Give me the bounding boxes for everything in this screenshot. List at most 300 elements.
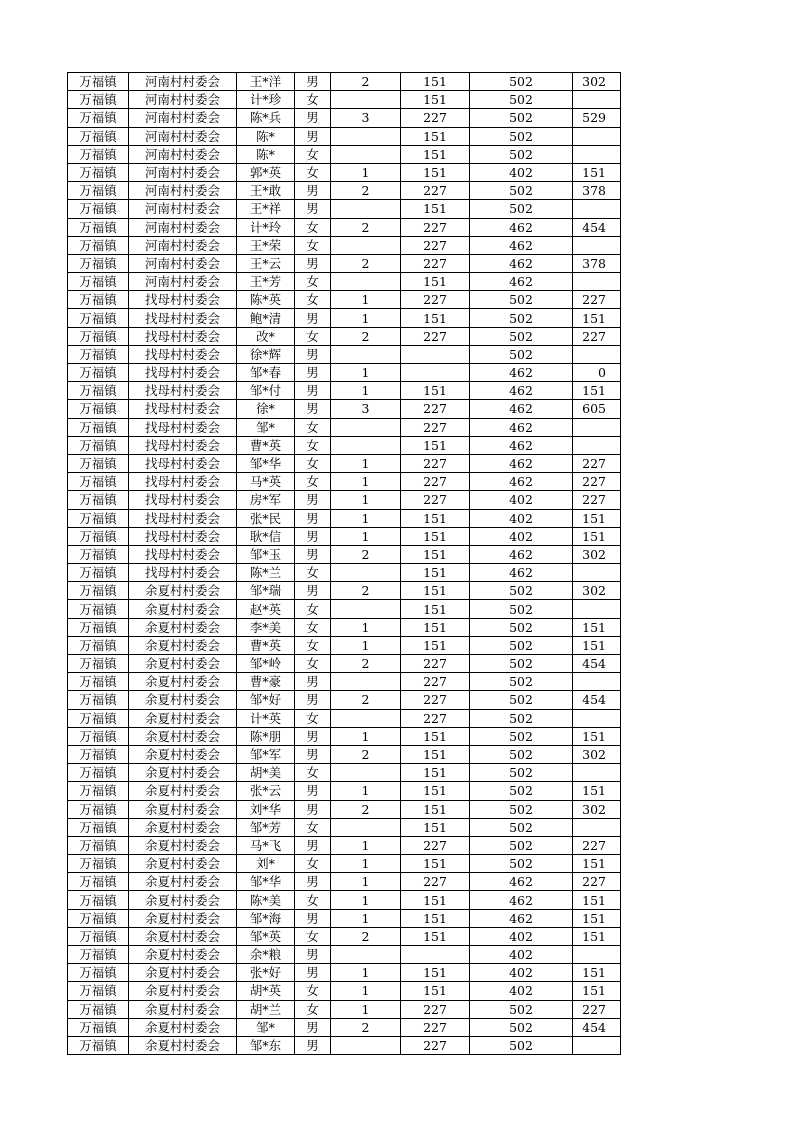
gender-cell: 男 — [295, 673, 331, 691]
gender-cell: 男 — [295, 909, 331, 927]
village-committee-cell: 余夏村村委会 — [129, 600, 237, 618]
gender-cell: 男 — [295, 109, 331, 127]
gender-cell: 男 — [295, 345, 331, 363]
amount-a-cell: 227 — [401, 1036, 470, 1054]
gender-cell: 女 — [295, 982, 331, 1000]
name-cell: 曹*英 — [237, 636, 295, 654]
count-cell: 1 — [331, 836, 401, 854]
gender-cell: 女 — [295, 891, 331, 909]
name-cell: 刘*华 — [237, 800, 295, 818]
total-cell: 302 — [573, 545, 621, 563]
village-committee-cell: 找母村村委会 — [129, 454, 237, 472]
amount-a-cell: 151 — [401, 163, 470, 181]
village-committee-cell: 找母村村委会 — [129, 345, 237, 363]
count-cell — [331, 709, 401, 727]
count-cell: 1 — [331, 509, 401, 527]
table-row — [68, 782, 621, 800]
town-cell: 万福镇 — [68, 727, 129, 745]
name-cell: 张*民 — [237, 509, 295, 527]
name-cell: 胡*兰 — [237, 1000, 295, 1018]
amount-b-cell: 502 — [470, 327, 573, 345]
name-cell: 陈*朋 — [237, 727, 295, 745]
count-cell: 1 — [331, 454, 401, 472]
name-cell: 鲍*清 — [237, 309, 295, 327]
count-cell — [331, 127, 401, 145]
town-cell: 万福镇 — [68, 964, 129, 982]
count-cell: 1 — [331, 636, 401, 654]
gender-cell: 女 — [295, 327, 331, 345]
town-cell: 万福镇 — [68, 818, 129, 836]
village-committee-cell: 余夏村村委会 — [129, 873, 237, 891]
amount-b-cell: 462 — [470, 400, 573, 418]
total-cell — [573, 345, 621, 363]
village-committee-cell: 找母村村委会 — [129, 309, 237, 327]
table-row — [68, 927, 621, 945]
amount-b-cell: 502 — [470, 582, 573, 600]
table-row — [68, 1000, 621, 1018]
gender-cell: 男 — [295, 782, 331, 800]
village-committee-cell: 余夏村村委会 — [129, 636, 237, 654]
total-cell — [573, 673, 621, 691]
total-cell: 151 — [573, 309, 621, 327]
total-cell — [573, 127, 621, 145]
name-cell: 张*好 — [237, 964, 295, 982]
amount-b-cell: 502 — [470, 145, 573, 163]
count-cell: 2 — [331, 800, 401, 818]
count-cell: 1 — [331, 163, 401, 181]
amount-a-cell: 151 — [401, 891, 470, 909]
count-cell — [331, 200, 401, 218]
gender-cell: 男 — [295, 527, 331, 545]
total-cell: 227 — [573, 454, 621, 472]
name-cell: 曹*英 — [237, 436, 295, 454]
gender-cell: 男 — [295, 73, 331, 91]
town-cell: 万福镇 — [68, 655, 129, 673]
total-cell: 302 — [573, 582, 621, 600]
name-cell: 陈* — [237, 145, 295, 163]
count-cell: 1 — [331, 527, 401, 545]
amount-a-cell: 227 — [401, 655, 470, 673]
name-cell: 邹* — [237, 1018, 295, 1036]
amount-a-cell: 151 — [401, 564, 470, 582]
count-cell — [331, 145, 401, 163]
name-cell: 邹*春 — [237, 364, 295, 382]
amount-a-cell: 227 — [401, 836, 470, 854]
village-committee-cell: 找母村村委会 — [129, 509, 237, 527]
village-committee-cell: 找母村村委会 — [129, 527, 237, 545]
count-cell: 1 — [331, 727, 401, 745]
count-cell: 2 — [331, 545, 401, 563]
amount-b-cell: 462 — [470, 418, 573, 436]
name-cell: 胡*英 — [237, 982, 295, 1000]
name-cell: 邹*东 — [237, 1036, 295, 1054]
name-cell: 改* — [237, 327, 295, 345]
village-committee-cell: 找母村村委会 — [129, 291, 237, 309]
total-cell — [573, 600, 621, 618]
gender-cell: 女 — [295, 218, 331, 236]
gender-cell: 女 — [295, 818, 331, 836]
name-cell: 王*洋 — [237, 73, 295, 91]
total-cell: 378 — [573, 182, 621, 200]
amount-b-cell: 462 — [470, 254, 573, 272]
village-committee-cell: 余夏村村委会 — [129, 764, 237, 782]
town-cell: 万福镇 — [68, 163, 129, 181]
table-row — [68, 618, 621, 636]
total-cell: 227 — [573, 491, 621, 509]
amount-b-cell: 502 — [470, 309, 573, 327]
gender-cell: 男 — [295, 691, 331, 709]
amount-a-cell: 151 — [401, 527, 470, 545]
town-cell: 万福镇 — [68, 673, 129, 691]
count-cell — [331, 564, 401, 582]
amount-b-cell: 502 — [470, 127, 573, 145]
count-cell — [331, 946, 401, 964]
amount-b-cell: 462 — [470, 382, 573, 400]
table-body — [68, 73, 621, 1055]
gender-cell: 男 — [295, 1036, 331, 1054]
total-cell: 151 — [573, 527, 621, 545]
town-cell: 万福镇 — [68, 855, 129, 873]
name-cell: 陈*美 — [237, 891, 295, 909]
village-committee-cell: 余夏村村委会 — [129, 982, 237, 1000]
table-row — [68, 418, 621, 436]
village-committee-cell: 河南村村委会 — [129, 145, 237, 163]
town-cell: 万福镇 — [68, 582, 129, 600]
gender-cell: 女 — [295, 709, 331, 727]
table-row — [68, 982, 621, 1000]
amount-b-cell: 402 — [470, 163, 573, 181]
count-cell — [331, 1036, 401, 1054]
village-committee-cell: 余夏村村委会 — [129, 691, 237, 709]
amount-a-cell: 151 — [401, 127, 470, 145]
table-row — [68, 273, 621, 291]
total-cell: 227 — [573, 327, 621, 345]
table-row — [68, 527, 621, 545]
gender-cell: 女 — [295, 273, 331, 291]
amount-b-cell: 502 — [470, 782, 573, 800]
amount-a-cell: 227 — [401, 418, 470, 436]
village-committee-cell: 河南村村委会 — [129, 236, 237, 254]
table-row — [68, 946, 621, 964]
count-cell: 1 — [331, 855, 401, 873]
count-cell: 2 — [331, 327, 401, 345]
name-cell: 徐* — [237, 400, 295, 418]
gender-cell: 女 — [295, 291, 331, 309]
table-row — [68, 182, 621, 200]
count-cell: 2 — [331, 655, 401, 673]
table-row — [68, 873, 621, 891]
name-cell: 郭*英 — [237, 163, 295, 181]
table-row — [68, 200, 621, 218]
table-row — [68, 800, 621, 818]
table-row — [68, 236, 621, 254]
village-committee-cell: 找母村村委会 — [129, 491, 237, 509]
table-row — [68, 309, 621, 327]
amount-a-cell: 227 — [401, 491, 470, 509]
table-row — [68, 473, 621, 491]
village-committee-cell: 找母村村委会 — [129, 436, 237, 454]
amount-b-cell: 502 — [470, 727, 573, 745]
town-cell: 万福镇 — [68, 891, 129, 909]
village-committee-cell: 余夏村村委会 — [129, 1018, 237, 1036]
table-row — [68, 582, 621, 600]
amount-b-cell: 502 — [470, 655, 573, 673]
table-row — [68, 818, 621, 836]
table-row — [68, 564, 621, 582]
village-committee-cell: 找母村村委会 — [129, 418, 237, 436]
table-row — [68, 1018, 621, 1036]
gender-cell: 女 — [295, 655, 331, 673]
gender-cell: 女 — [295, 855, 331, 873]
total-cell — [573, 564, 621, 582]
town-cell: 万福镇 — [68, 709, 129, 727]
table-row — [68, 636, 621, 654]
total-cell: 227 — [573, 291, 621, 309]
amount-a-cell: 227 — [401, 1000, 470, 1018]
gender-cell: 女 — [295, 145, 331, 163]
name-cell: 邹* — [237, 418, 295, 436]
table-row — [68, 964, 621, 982]
town-cell: 万福镇 — [68, 418, 129, 436]
gender-cell: 女 — [295, 91, 331, 109]
count-cell: 2 — [331, 254, 401, 272]
total-cell: 151 — [573, 891, 621, 909]
gender-cell: 男 — [295, 582, 331, 600]
amount-a-cell: 151 — [401, 200, 470, 218]
table-row — [68, 1036, 621, 1054]
table-row — [68, 127, 621, 145]
table-row — [68, 891, 621, 909]
amount-a-cell: 151 — [401, 818, 470, 836]
table-row — [68, 764, 621, 782]
count-cell: 1 — [331, 309, 401, 327]
amount-a-cell: 227 — [401, 673, 470, 691]
gender-cell: 女 — [295, 236, 331, 254]
total-cell: 529 — [573, 109, 621, 127]
amount-b-cell: 462 — [470, 364, 573, 382]
village-committee-cell: 余夏村村委会 — [129, 673, 237, 691]
village-committee-cell: 找母村村委会 — [129, 327, 237, 345]
amount-b-cell: 502 — [470, 1036, 573, 1054]
count-cell — [331, 91, 401, 109]
table-row — [68, 109, 621, 127]
amount-b-cell: 402 — [470, 927, 573, 945]
village-committee-cell: 余夏村村委会 — [129, 655, 237, 673]
amount-b-cell: 462 — [470, 873, 573, 891]
table-row — [68, 727, 621, 745]
count-cell — [331, 673, 401, 691]
gender-cell: 男 — [295, 400, 331, 418]
table-row — [68, 454, 621, 472]
amount-a-cell: 151 — [401, 636, 470, 654]
amount-a-cell: 151 — [401, 909, 470, 927]
amount-b-cell: 502 — [470, 1000, 573, 1018]
name-cell: 计*玲 — [237, 218, 295, 236]
table-row — [68, 291, 621, 309]
total-cell — [573, 709, 621, 727]
table-row — [68, 73, 621, 91]
amount-b-cell: 502 — [470, 345, 573, 363]
table-row — [68, 145, 621, 163]
count-cell — [331, 418, 401, 436]
amount-a-cell: 151 — [401, 982, 470, 1000]
count-cell: 1 — [331, 873, 401, 891]
total-cell: 151 — [573, 636, 621, 654]
gender-cell: 男 — [295, 491, 331, 509]
table-row — [68, 673, 621, 691]
amount-b-cell: 502 — [470, 600, 573, 618]
total-cell: 151 — [573, 382, 621, 400]
village-committee-cell: 余夏村村委会 — [129, 1036, 237, 1054]
count-cell — [331, 345, 401, 363]
amount-b-cell: 502 — [470, 745, 573, 763]
amount-a-cell — [401, 364, 470, 382]
name-cell: 房*军 — [237, 491, 295, 509]
amount-a-cell: 227 — [401, 236, 470, 254]
amount-b-cell: 502 — [470, 836, 573, 854]
amount-b-cell: 502 — [470, 618, 573, 636]
amount-b-cell: 502 — [470, 182, 573, 200]
town-cell: 万福镇 — [68, 127, 129, 145]
count-cell — [331, 764, 401, 782]
amount-a-cell: 227 — [401, 709, 470, 727]
town-cell: 万福镇 — [68, 73, 129, 91]
data-table — [67, 72, 621, 1055]
count-cell: 1 — [331, 382, 401, 400]
total-cell: 454 — [573, 1018, 621, 1036]
amount-b-cell: 402 — [470, 982, 573, 1000]
count-cell: 2 — [331, 73, 401, 91]
gender-cell: 男 — [295, 946, 331, 964]
gender-cell: 男 — [295, 800, 331, 818]
village-committee-cell: 余夏村村委会 — [129, 618, 237, 636]
amount-a-cell: 151 — [401, 545, 470, 563]
count-cell: 3 — [331, 109, 401, 127]
name-cell: 陈*英 — [237, 291, 295, 309]
total-cell: 0 — [573, 364, 621, 382]
town-cell: 万福镇 — [68, 946, 129, 964]
name-cell: 赵*英 — [237, 600, 295, 618]
town-cell: 万福镇 — [68, 200, 129, 218]
town-cell: 万福镇 — [68, 764, 129, 782]
village-committee-cell: 找母村村委会 — [129, 473, 237, 491]
amount-a-cell: 151 — [401, 91, 470, 109]
village-committee-cell: 余夏村村委会 — [129, 782, 237, 800]
count-cell — [331, 436, 401, 454]
village-committee-cell: 找母村村委会 — [129, 400, 237, 418]
amount-b-cell: 502 — [470, 636, 573, 654]
count-cell — [331, 273, 401, 291]
village-committee-cell: 余夏村村委会 — [129, 964, 237, 982]
gender-cell: 男 — [295, 873, 331, 891]
count-cell: 1 — [331, 982, 401, 1000]
gender-cell: 女 — [295, 636, 331, 654]
count-cell: 1 — [331, 909, 401, 927]
amount-b-cell: 502 — [470, 73, 573, 91]
amount-a-cell: 227 — [401, 109, 470, 127]
total-cell — [573, 946, 621, 964]
gender-cell: 男 — [295, 127, 331, 145]
town-cell: 万福镇 — [68, 218, 129, 236]
gender-cell: 女 — [295, 436, 331, 454]
gender-cell: 女 — [295, 163, 331, 181]
gender-cell: 男 — [295, 745, 331, 763]
name-cell: 邹*军 — [237, 745, 295, 763]
village-committee-cell: 河南村村委会 — [129, 127, 237, 145]
amount-a-cell: 151 — [401, 927, 470, 945]
name-cell: 邹*付 — [237, 382, 295, 400]
town-cell: 万福镇 — [68, 600, 129, 618]
total-cell — [573, 818, 621, 836]
gender-cell: 男 — [295, 509, 331, 527]
name-cell: 邹*岭 — [237, 655, 295, 673]
count-cell: 2 — [331, 582, 401, 600]
name-cell: 王*敢 — [237, 182, 295, 200]
count-cell — [331, 818, 401, 836]
amount-b-cell: 502 — [470, 764, 573, 782]
village-committee-cell: 余夏村村委会 — [129, 927, 237, 945]
gender-cell: 女 — [295, 764, 331, 782]
name-cell: 邹*英 — [237, 927, 295, 945]
town-cell: 万福镇 — [68, 109, 129, 127]
amount-b-cell: 502 — [470, 291, 573, 309]
count-cell: 1 — [331, 618, 401, 636]
table-row — [68, 327, 621, 345]
amount-a-cell: 151 — [401, 600, 470, 618]
village-committee-cell: 余夏村村委会 — [129, 800, 237, 818]
name-cell: 刘* — [237, 855, 295, 873]
table-row — [68, 436, 621, 454]
amount-b-cell: 502 — [470, 200, 573, 218]
total-cell: 302 — [573, 745, 621, 763]
amount-a-cell: 227 — [401, 873, 470, 891]
amount-a-cell: 151 — [401, 582, 470, 600]
amount-b-cell: 402 — [470, 964, 573, 982]
table-row — [68, 655, 621, 673]
amount-a-cell: 151 — [401, 436, 470, 454]
total-cell — [573, 200, 621, 218]
amount-a-cell: 227 — [401, 182, 470, 200]
total-cell: 605 — [573, 400, 621, 418]
town-cell: 万福镇 — [68, 1036, 129, 1054]
total-cell — [573, 236, 621, 254]
amount-a-cell — [401, 345, 470, 363]
total-cell: 454 — [573, 655, 621, 673]
village-committee-cell: 找母村村委会 — [129, 382, 237, 400]
town-cell: 万福镇 — [68, 400, 129, 418]
table-row — [68, 691, 621, 709]
table-row — [68, 163, 621, 181]
village-committee-cell: 余夏村村委会 — [129, 818, 237, 836]
total-cell: 378 — [573, 254, 621, 272]
town-cell: 万福镇 — [68, 618, 129, 636]
gender-cell: 男 — [295, 964, 331, 982]
town-cell: 万福镇 — [68, 782, 129, 800]
count-cell: 2 — [331, 218, 401, 236]
village-committee-cell: 余夏村村委会 — [129, 909, 237, 927]
gender-cell: 男 — [295, 200, 331, 218]
town-cell: 万福镇 — [68, 364, 129, 382]
name-cell: 王*祥 — [237, 200, 295, 218]
village-committee-cell: 余夏村村委会 — [129, 891, 237, 909]
village-committee-cell: 河南村村委会 — [129, 218, 237, 236]
count-cell: 2 — [331, 745, 401, 763]
total-cell: 227 — [573, 873, 621, 891]
village-committee-cell: 余夏村村委会 — [129, 1000, 237, 1018]
amount-b-cell: 462 — [470, 564, 573, 582]
name-cell: 计*珍 — [237, 91, 295, 109]
town-cell: 万福镇 — [68, 909, 129, 927]
